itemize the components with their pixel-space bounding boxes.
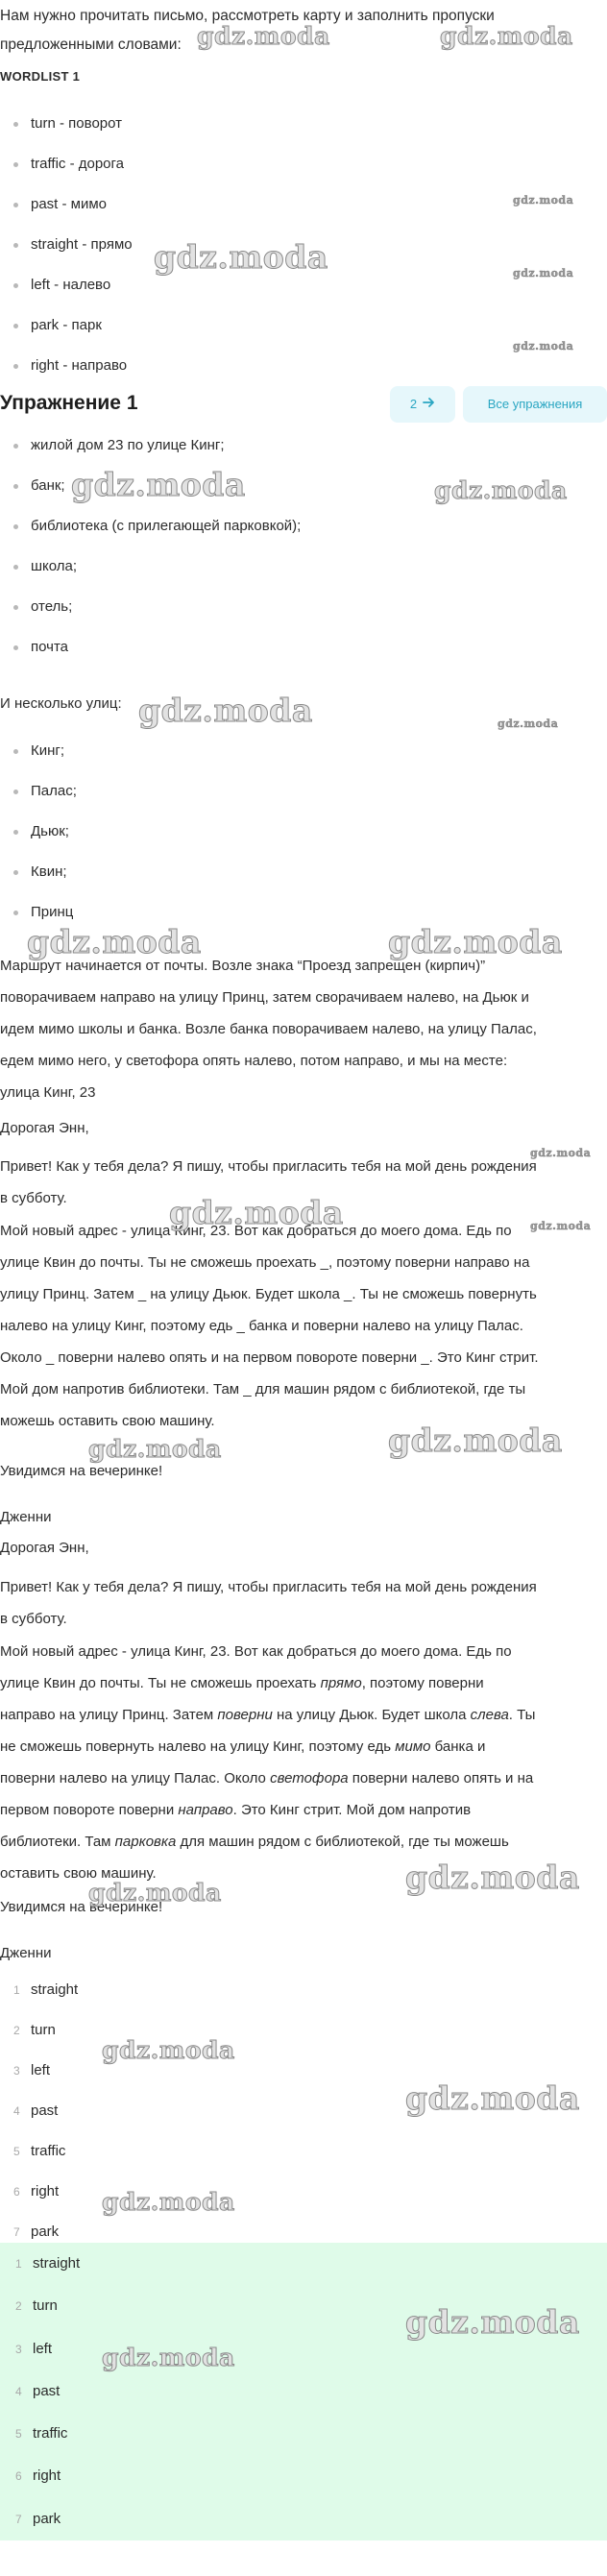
- answer-text: traffic: [33, 2425, 68, 2442]
- letter-line: можешь оставить свою машину.: [0, 1413, 215, 1429]
- text: . Это Кинг стрит. Мой дом напротив: [232, 1802, 472, 1818]
- route-line: поворачиваем направо на улицу Принц, затем сворачиваем налево, на Дьюк и: [0, 989, 529, 1006]
- route-description: [0, 950, 607, 1108]
- letter-line: улицу Принц. Затем _ на улицу Дьюк. Будет школа _. Ты не сможешь повернуть: [0, 1286, 537, 1302]
- text: не сможешь повернуть налево на улицу Кинг, поэтому едь: [0, 1738, 396, 1755]
- watermark: gdz.moda: [102, 2344, 235, 2371]
- next-exercise-number: 2: [409, 397, 418, 411]
- wordlist-item: park - парк: [0, 305, 607, 346]
- answer-word: светофора: [270, 1770, 349, 1786]
- place-item: библиотека (с прилегающей парковкой);: [0, 506, 607, 547]
- answer-text: past: [33, 2382, 61, 2399]
- word-option-text: straight: [31, 1981, 79, 1998]
- next-exercise-button[interactable]: [390, 386, 455, 423]
- letter-body-filled: [0, 1636, 607, 1889]
- text: на улицу Дьюк. Будет школа: [272, 1707, 471, 1723]
- watermark: gdz.moda: [197, 22, 330, 50]
- watermark: gdz.moda: [169, 1194, 344, 1231]
- answer-item: 5 traffic: [15, 2425, 68, 2442]
- wordlist-item: past - мимо: [0, 184, 607, 225]
- wordlist-item: turn - поворот: [0, 104, 607, 144]
- text: , поэтому поверни: [361, 1675, 484, 1691]
- answer-word: направо: [178, 1802, 233, 1818]
- watermark: gdz.moda: [388, 1422, 563, 1459]
- text: поверни налево на улицу Палас. Около: [0, 1770, 271, 1786]
- letter-closing: Увидимся на вечеринке!: [0, 1899, 163, 1915]
- answer-word: поверни: [217, 1707, 273, 1723]
- task-intro-line: Нам нужно прочитать письмо, рассмотреть карту и заполнить пропуски: [0, 8, 495, 24]
- text: библиотеки. Там: [0, 1834, 115, 1850]
- wordlist-item: straight - прямо: [0, 225, 607, 265]
- letter-line: [0, 1826, 607, 1858]
- watermark: gdz.moda: [405, 1859, 580, 1896]
- letter-line: [0, 1794, 607, 1826]
- word-option-text: past: [31, 2102, 59, 2119]
- task-intro: [0, 0, 607, 61]
- text: улице Квин до почты. Ты не сможешь проехать: [0, 1675, 321, 1691]
- text: первом повороте поверни: [0, 1802, 179, 1818]
- letter-intro: [0, 1151, 607, 1214]
- word-option: 5 traffic: [13, 2143, 66, 2159]
- street-item: Принц: [0, 892, 607, 933]
- word-options-list: [0, 1970, 607, 2252]
- all-exercises-button[interactable]: Все упражнения: [463, 386, 607, 423]
- watermark: gdz.moda: [530, 1220, 592, 1232]
- arrow-right-icon: [423, 386, 435, 423]
- answer-text: right: [33, 2467, 61, 2485]
- text: банка и: [430, 1738, 486, 1755]
- answer-item: 6 right: [15, 2467, 61, 2485]
- route-line: едем мимо него, у светофора опять налево, потом направо, и мы на месте:: [0, 1053, 508, 1069]
- letter-closing: Увидимся на вечеринке!: [0, 1463, 163, 1479]
- watermark: gdz.moda: [498, 717, 559, 730]
- word-option: 6 right: [13, 2183, 60, 2199]
- word-option: 7 park: [13, 2224, 60, 2240]
- route-line: идем мимо школы и банка. Возле банка поворачиваем налево, на улицу Палас,: [0, 1021, 537, 1037]
- word-option: 4 past: [13, 2102, 59, 2119]
- route-line: улица Кинг, 23: [0, 1084, 96, 1101]
- street-item: Квин;: [0, 852, 607, 892]
- places-list: [0, 425, 607, 668]
- letter-body: [0, 1215, 607, 1437]
- letter-signature: Дженни: [0, 1945, 52, 1961]
- answer-word: мимо: [395, 1738, 431, 1755]
- watermark: gdz.moda: [405, 2303, 580, 2341]
- watermark: gdz.moda: [513, 340, 574, 352]
- route-line: Маршрут начинается от почты. Возле знака “Проезд запрещен (кирпич)”: [0, 958, 486, 974]
- letter-line: Привет! Как у тебя дела? Я пишу, чтобы пригласить тебя на мой день рождения: [0, 1579, 537, 1595]
- letter-line: оставить свою машину.: [0, 1865, 157, 1882]
- word-option-text: park: [31, 2224, 60, 2240]
- text: поверни налево опять и на: [348, 1770, 534, 1786]
- answer-text: straight: [33, 2255, 81, 2272]
- letter-line: Мой новый адрес - улица Кинг, 23. Вот как добраться до моего дома. Едь по: [0, 1643, 512, 1660]
- streets-intro: И несколько улиц:: [0, 695, 122, 712]
- exercise-title: Упражнение 1: [0, 392, 138, 414]
- exercise-header: [0, 382, 607, 425]
- text: для машин рядом с библиотекой, где ты можешь: [176, 1834, 509, 1850]
- answer-item: 3 left: [15, 2340, 53, 2357]
- watermark: gdz.moda: [405, 2079, 580, 2117]
- answer-word: прямо: [320, 1675, 362, 1691]
- answer-text: left: [33, 2340, 53, 2357]
- letter-line: в субботу.: [0, 1190, 67, 1206]
- letter-line: Мой дом напротив библиотеки. Там _ для машин рядом с библиотекой, где ты: [0, 1381, 526, 1397]
- watermark: gdz.moda: [440, 22, 573, 50]
- letter-line: [0, 1667, 607, 1699]
- letter-greeting: Дорогая Энн,: [0, 1120, 89, 1136]
- task-intro-line: предложенными словами:: [0, 36, 182, 53]
- place-item: жилой дом 23 по улице Кинг;: [0, 425, 607, 466]
- watermark: gdz.moda: [388, 923, 563, 960]
- word-option-text: right: [31, 2183, 60, 2199]
- answer-word: парковка: [114, 1834, 177, 1850]
- answer-item: 1 straight: [15, 2255, 81, 2272]
- street-item: Кинг;: [0, 731, 607, 771]
- word-option: 2 turn: [13, 2022, 56, 2038]
- word-option-text: traffic: [31, 2143, 66, 2159]
- watermark: gdz.moda: [88, 1879, 222, 1907]
- watermark: gdz.moda: [530, 1147, 592, 1159]
- watermark: gdz.moda: [154, 238, 328, 276]
- watermark: gdz.moda: [138, 692, 313, 729]
- letter-line: в субботу.: [0, 1611, 67, 1627]
- letter-intro: [0, 1571, 607, 1635]
- watermark: gdz.moda: [513, 194, 574, 207]
- street-item: Палас;: [0, 771, 607, 812]
- wordlist-title: WORDLIST 1: [0, 69, 81, 84]
- wordlist: [0, 104, 607, 386]
- letter-line: Около _ поверни налево опять и на первом повороте поверни _. Это Кинг стрит.: [0, 1349, 539, 1366]
- answer-box: [0, 2243, 607, 2540]
- answer-text: park: [33, 2510, 61, 2527]
- text: . Ты: [508, 1707, 536, 1723]
- watermark: gdz.moda: [513, 267, 574, 279]
- letter-line: [0, 1762, 607, 1794]
- answers-list: [0, 2243, 607, 2540]
- answer-word: слева: [470, 1707, 509, 1723]
- word-option-text: turn: [31, 2022, 56, 2038]
- letter-line: [0, 1731, 607, 1762]
- wordlist-item: right - направо: [0, 346, 607, 386]
- letter-line: [0, 1699, 607, 1731]
- watermark: gdz.moda: [434, 476, 568, 504]
- watermark: gdz.moda: [102, 2036, 235, 2064]
- wordlist-item: left - налево: [0, 265, 607, 305]
- letter-greeting: Дорогая Энн,: [0, 1540, 89, 1556]
- word-option: 3 left: [13, 2062, 51, 2078]
- answer-item: 4 past: [15, 2382, 61, 2399]
- letter-line: Мой новый адрес - улица Кинг, 23. Вот как добраться до моего дома. Едь по: [0, 1223, 512, 1239]
- place-item: почта: [0, 627, 607, 668]
- answer-item: 2 turn: [15, 2297, 58, 2315]
- letter-line: налево на улицу Кинг, поэтому едь _ банка и поверни налево на улицу Палас.: [0, 1318, 523, 1334]
- answer-item: 7 park: [15, 2510, 61, 2527]
- streets-list: [0, 731, 607, 933]
- text: направо на улицу Принц. Затем: [0, 1707, 218, 1723]
- street-item: Дьюк;: [0, 812, 607, 852]
- place-item: школа;: [0, 547, 607, 587]
- watermark: gdz.moda: [88, 1435, 222, 1463]
- watermark: gdz.moda: [27, 923, 202, 960]
- wordlist-item: traffic - дорога: [0, 144, 607, 184]
- watermark: gdz.moda: [102, 2188, 235, 2216]
- word-option-text: left: [31, 2062, 51, 2078]
- answer-text: turn: [33, 2297, 58, 2315]
- place-item: отель;: [0, 587, 607, 627]
- word-option: 1 straight: [13, 1981, 79, 1998]
- place-item: банк;: [0, 466, 607, 506]
- watermark: gdz.moda: [71, 466, 246, 503]
- letter-line: улице Квин до почты. Ты не сможешь проехать _, поэтому поверни направо на: [0, 1254, 530, 1271]
- letter-line: Привет! Как у тебя дела? Я пишу, чтобы пригласить тебя на мой день рождения: [0, 1158, 537, 1175]
- letter-signature: Дженни: [0, 1509, 52, 1525]
